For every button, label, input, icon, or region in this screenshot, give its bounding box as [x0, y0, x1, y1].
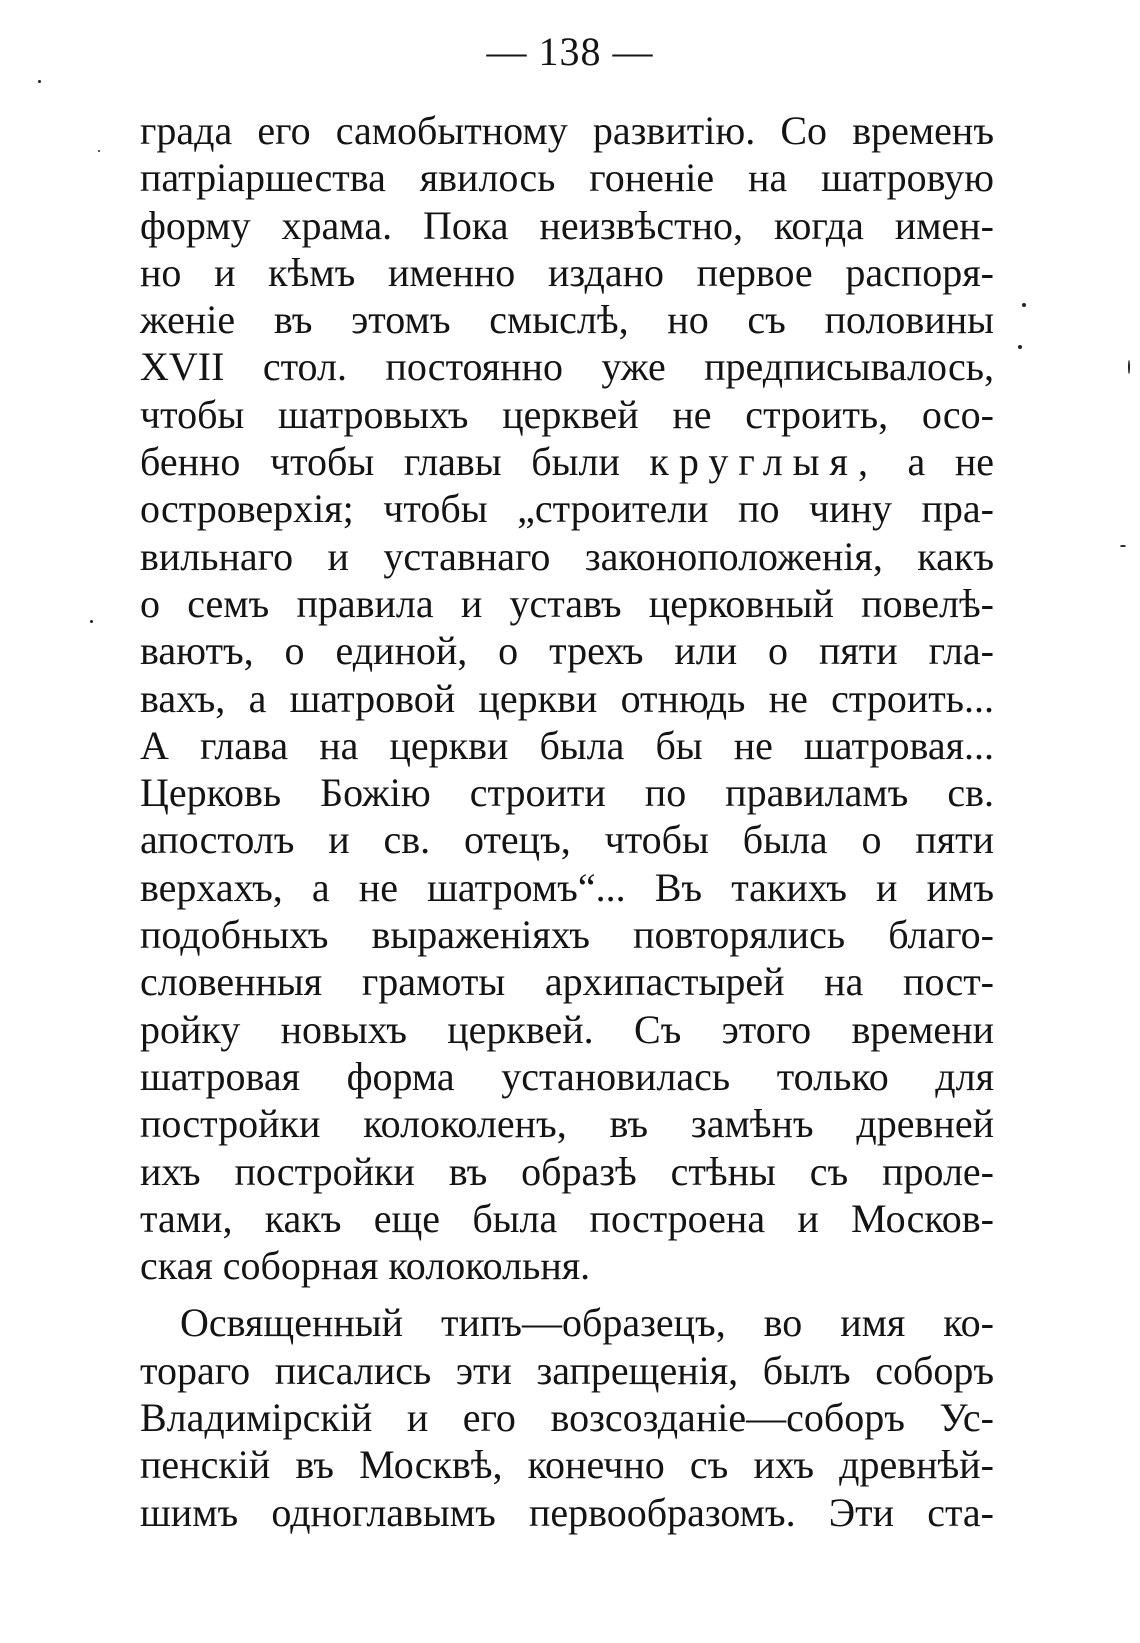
scan-speck [98, 150, 100, 152]
emphasized-word: круглыя, [649, 439, 878, 485]
text-line: патріаршества явилось гоненіе на шатровую [140, 155, 994, 201]
page-number: — 138 — [486, 29, 654, 74]
scan-speck [1120, 545, 1126, 547]
scan-speck [1128, 360, 1130, 374]
text-line: тами, какъ еще была построена и Москов- [140, 1195, 994, 1241]
text-line: но и кѣмъ именно издано первое распоря- [140, 249, 994, 295]
text-line: чтобы шатровыхъ церквей не строить, осо- [140, 391, 994, 437]
text-line: женіе въ этомъ смыслѣ, но съ половины [140, 297, 994, 343]
text-line: вахъ, а шатровой церкви отнюдь не строить... [140, 675, 994, 721]
text-line: ройку новыхъ церквей. Съ этого времени [140, 1006, 994, 1052]
text-line: Владимірскій и его возсозданіе—соборъ Ус- [140, 1395, 994, 1441]
text-line: островерхія; чтобы „строители по чину пра- [140, 486, 994, 532]
text-line: верхахъ, а не шатромъ“... Въ такихъ и имъ [140, 864, 994, 910]
text-line: Освященный типъ—образецъ, во имя ко- [180, 1300, 994, 1346]
text-line: града его самобытному развитію. Со временъ [140, 108, 994, 153]
text-line: А глава на церкви была бы не шатровая... [140, 722, 994, 768]
text-fragment: а не [907, 439, 994, 485]
paragraph-2 [140, 1299, 994, 1535]
text-line: ваютъ, о единой, о трехъ или о пяти гла- [140, 628, 994, 674]
scan-speck [1022, 303, 1026, 307]
paragraph-gap [140, 1289, 994, 1299]
text-line: форму храма. Пока неизвѣстно, когда имен- [140, 202, 994, 248]
text-line: о семъ правила и уставъ церковный повелѣ- [140, 580, 994, 626]
scan-speck [90, 620, 93, 623]
paragraph-1 [140, 107, 994, 1289]
text-line-with-spaced-word [140, 438, 994, 485]
text-line: шимъ одноглавымъ первообразомъ. Эти ста- [140, 1489, 994, 1535]
text-line: подобныхъ выраженіяхъ повторялись благо- [140, 912, 994, 958]
body-text [140, 107, 994, 1536]
text-fragment: бенно чтобы главы были [140, 439, 620, 485]
text-line: постройки колоколенъ, въ замѣнъ древней [140, 1101, 994, 1147]
text-line: вильнаго и уставнаго законоположенія, какъ [140, 533, 994, 579]
text-line: шатровая форма установилась только для [140, 1053, 994, 1099]
scan-speck [1018, 345, 1022, 349]
text-line: апостолъ и св. отецъ, чтобы была о пяти [140, 817, 994, 863]
text-line: пенскій въ Москвѣ, конечно съ ихъ древнѣй- [140, 1442, 994, 1488]
text-line: ская соборная колокольня. [140, 1243, 591, 1289]
text-line: ихъ постройки въ образѣ стѣны съ проле- [140, 1148, 994, 1194]
text-line: XVII стол. постоянно уже предписывалось, [140, 344, 994, 390]
text-line: Церковь Божію строити по правиламъ св. [140, 770, 994, 816]
scan-speck [38, 80, 41, 83]
text-line: тораго писались эти запрещенія, былъ соборъ [140, 1347, 994, 1393]
text-line: словенныя грамоты архипастырей на пост- [140, 959, 994, 1005]
